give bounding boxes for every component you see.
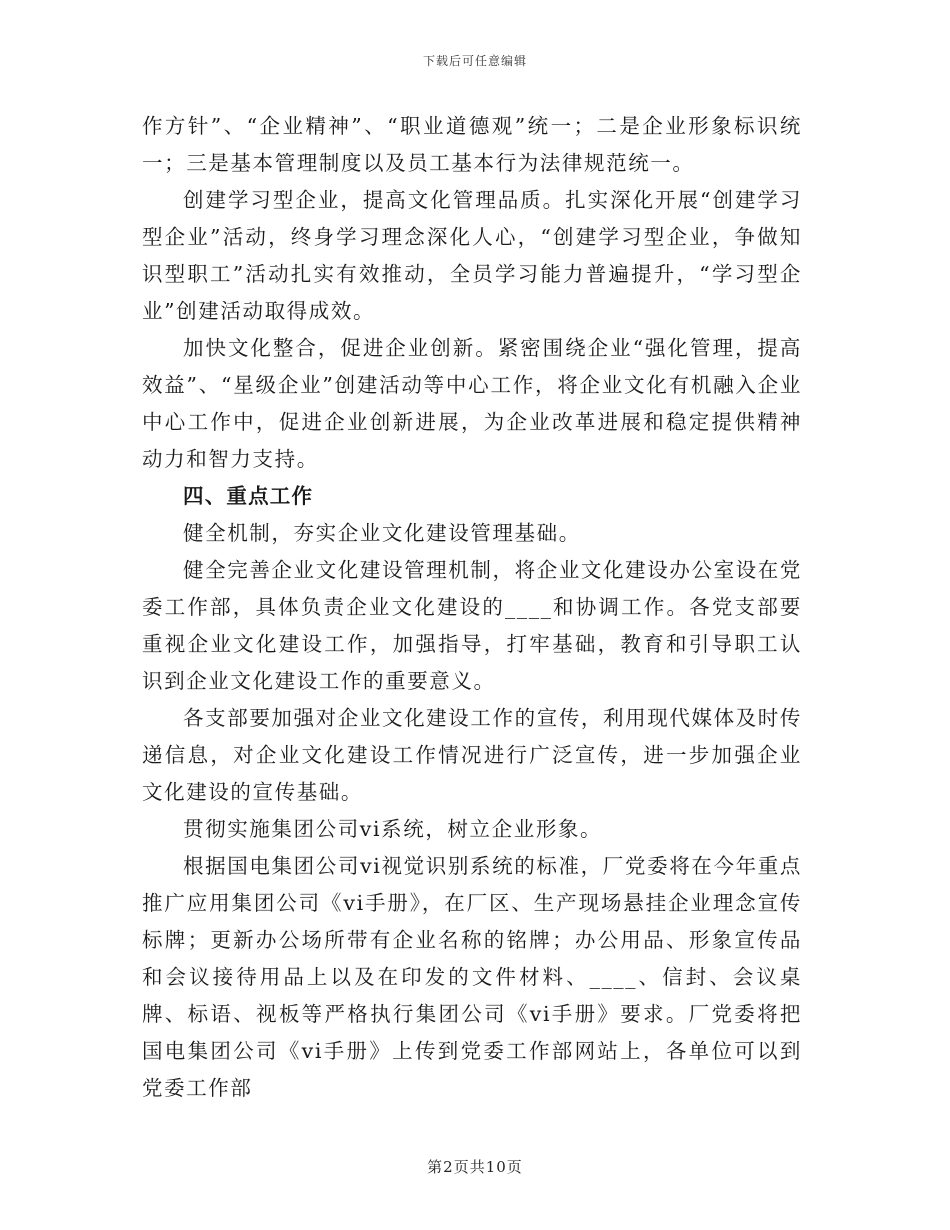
section-heading-key-work: 四、重点工作 xyxy=(183,484,314,508)
paragraph-culture-integration: 加快文化整合，促进企业创新。紧密围绕企业“强化管理，提高效益”、“星级企业”创建活动等中心工作，将企业文化有机融入企业中心工作中，促进企业创新进展，为企业改革进展和稳定提供精神动力和智力支持。 xyxy=(142,336,802,471)
document-body xyxy=(142,108,802,1107)
paragraph-mechanism-title: 健全机制，夯实企业文化建设管理基础。 xyxy=(183,521,581,545)
paragraph-continuation: 作方针”、“企业精神”、“职业道德观”统一；二是企业形象标识统一；三是基本管理制度以及员工基本行为法律规范统一。 xyxy=(142,114,802,175)
paragraph-mechanism-body: 健全完善企业文化建设管理机制，将企业文化建设办公室设在党委工作部，具体负责企业文化建设的____和协调工作。各党支部要重视企业文化建设工作，加强指导，打牢基础，教育和引导职工认识到企业文化建设工作的重要意义。 xyxy=(142,558,802,693)
page-header: 下载后可任意编辑 xyxy=(422,54,527,68)
paragraph-vi-title: 贯彻实施集团公司vi系统，树立企业形象。 xyxy=(183,817,603,841)
paragraph-learning-enterprise: 创建学习型企业，提高文化管理品质。扎实深化开展“创建学习型企业”活动，终身学习理念深化人心，“创建学习型企业，争做知识型职工”活动扎实有效推动，全员学习能力普遍提升，“学习型企业”创建活动取得成效。 xyxy=(142,188,802,323)
paragraph-publicity: 各支部要加强对企业文化建设工作的宣传，利用现代媒体及时传递信息，对企业文化建设工作情况进行广泛宣传，进一步加强企业文化建设的宣传基础。 xyxy=(142,706,802,804)
page-number-footer: 第2页共10页 xyxy=(427,1158,523,1176)
paragraph-vi-body: 根据国电集团公司vi视觉识别系统的标准，厂党委将在今年重点推广应用集团公司《vi手册》，在厂区、生产现场悬挂企业理念宣传标牌；更新办公场所带有企业名称的铭牌；办公用品、形象宣传品和会议接待用品上以及在印发的文件材料、____、信封、会议桌牌、标语、视板等严格执行集团公司《vi手册》要求。厂党委将把国电集团公司《vi手册》上传到党委工作部网站上，各单位可以到党委工作部 xyxy=(142,854,802,1100)
